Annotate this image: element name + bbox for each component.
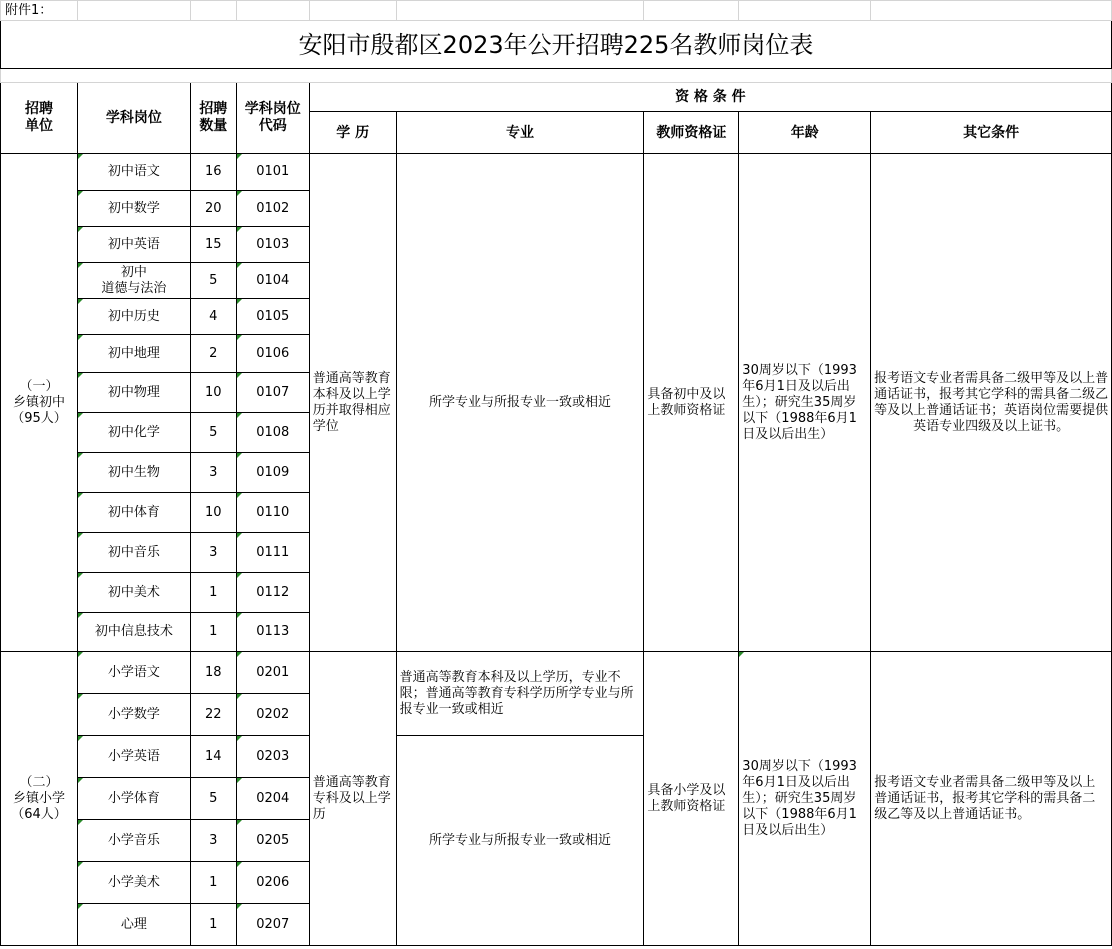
- code-cell[interactable]: 0207: [236, 904, 309, 946]
- header-education[interactable]: 学 历: [309, 112, 396, 154]
- code-cell[interactable]: 0103: [236, 227, 309, 263]
- code-cell[interactable]: 0109: [236, 453, 309, 493]
- count-cell[interactable]: 10: [190, 373, 236, 413]
- header-code[interactable]: 学科岗位 代码: [236, 83, 309, 154]
- header-age[interactable]: 年龄: [739, 112, 871, 154]
- subject-cell[interactable]: 小学音乐: [77, 820, 190, 862]
- count-cell[interactable]: 18: [190, 652, 236, 694]
- count-cell[interactable]: 3: [190, 533, 236, 573]
- header-certificate[interactable]: 教师资格证: [644, 112, 739, 154]
- subject-cell[interactable]: 小学语文: [77, 652, 190, 694]
- count-cell[interactable]: 15: [190, 227, 236, 263]
- header-qualifications[interactable]: 资 格 条 件: [309, 83, 1111, 112]
- major-cell[interactable]: 普通高等教育本科及以上学历，专业不限；普通高等教育专科学历所学专业与所报专业一致或相近: [396, 652, 644, 736]
- code-cell[interactable]: 0205: [236, 820, 309, 862]
- code-cell[interactable]: 0204: [236, 778, 309, 820]
- major-cell[interactable]: 所学专业与所报专业一致或相近: [396, 736, 644, 946]
- count-cell[interactable]: 1: [190, 613, 236, 652]
- header-subject[interactable]: 学科岗位: [77, 83, 190, 154]
- count-cell[interactable]: 4: [190, 299, 236, 335]
- code-cell[interactable]: 0104: [236, 263, 309, 299]
- count-cell[interactable]: 1: [190, 904, 236, 946]
- other-cell[interactable]: 报考语文专业者需具备二级甲等及以上普通话证书，报考其它学科的需具备二级乙等及以上普通话证书。: [871, 652, 1112, 946]
- count-cell[interactable]: 22: [190, 694, 236, 736]
- count-cell[interactable]: 20: [190, 191, 236, 227]
- subject-cell[interactable]: 初中生物: [77, 453, 190, 493]
- code-cell[interactable]: 0201: [236, 652, 309, 694]
- subject-cell[interactable]: 初中音乐: [77, 533, 190, 573]
- subject-cell[interactable]: 初中化学: [77, 413, 190, 453]
- subject-cell[interactable]: 初中 道德与法治: [77, 263, 190, 299]
- header-count[interactable]: 招聘 数量: [190, 83, 236, 154]
- major-cell[interactable]: 所学专业与所报专业一致或相近: [396, 154, 644, 652]
- subject-cell[interactable]: 小学美术: [77, 862, 190, 904]
- subject-cell[interactable]: 初中语文: [77, 154, 190, 191]
- subject-cell[interactable]: 初中美术: [77, 573, 190, 613]
- count-cell[interactable]: 2: [190, 335, 236, 373]
- code-cell[interactable]: 0202: [236, 694, 309, 736]
- certificate-cell[interactable]: 具备小学及以上教师资格证: [644, 652, 739, 946]
- header-other[interactable]: 其它条件: [871, 112, 1112, 154]
- header-major[interactable]: 专业: [396, 112, 644, 154]
- code-cell[interactable]: 0203: [236, 736, 309, 778]
- attachment-label[interactable]: 附件1：: [1, 1, 78, 21]
- count-cell[interactable]: 1: [190, 862, 236, 904]
- subject-cell[interactable]: 初中物理: [77, 373, 190, 413]
- code-cell[interactable]: 0107: [236, 373, 309, 413]
- count-cell[interactable]: 16: [190, 154, 236, 191]
- subject-cell[interactable]: 初中英语: [77, 227, 190, 263]
- count-cell[interactable]: 14: [190, 736, 236, 778]
- certificate-cell[interactable]: 具备初中及以上教师资格证: [644, 154, 739, 652]
- code-cell[interactable]: 0106: [236, 335, 309, 373]
- other-cell[interactable]: 报考语文专业者需具备二级甲等及以上普通话证书，报考其它学科的需具备二级乙等及以上普通话证书；英语岗位需要提供英语专业四级及以上证书。: [871, 154, 1112, 652]
- unit-cell[interactable]: （一） 乡镇初中 （95人）: [1, 154, 78, 652]
- subject-cell[interactable]: 初中地理: [77, 335, 190, 373]
- age-cell[interactable]: 30周岁以下（1993年6月1日及以后出生）；研究生35周岁以下（1988年6月1日及以后出生）: [739, 652, 871, 946]
- table-row: [1, 154, 1112, 191]
- code-cell[interactable]: 0105: [236, 299, 309, 335]
- age-cell[interactable]: 30周岁以下（1993年6月1日及以后出生）；研究生35周岁以下（1988年6月1日及以后出生）: [739, 154, 871, 652]
- subject-cell[interactable]: 小学英语: [77, 736, 190, 778]
- education-cell[interactable]: 普通高等教育本科及以上学历并取得相应学位: [309, 154, 396, 652]
- page-title[interactable]: 安阳市殷都区2023年公开招聘225名教师岗位表: [1, 21, 1112, 69]
- count-cell[interactable]: 5: [190, 778, 236, 820]
- table-row: [1, 652, 1112, 694]
- code-cell[interactable]: 0102: [236, 191, 309, 227]
- code-cell[interactable]: 0101: [236, 154, 309, 191]
- count-cell[interactable]: 5: [190, 263, 236, 299]
- subject-cell[interactable]: 初中信息技术: [77, 613, 190, 652]
- subject-cell[interactable]: 小学数学: [77, 694, 190, 736]
- header-unit[interactable]: 招聘 单位: [1, 83, 78, 154]
- code-cell[interactable]: 0108: [236, 413, 309, 453]
- code-cell[interactable]: 0113: [236, 613, 309, 652]
- count-cell[interactable]: 3: [190, 820, 236, 862]
- subject-cell[interactable]: 初中体育: [77, 493, 190, 533]
- subject-cell[interactable]: 小学体育: [77, 778, 190, 820]
- subject-cell[interactable]: 心理: [77, 904, 190, 946]
- count-cell[interactable]: 5: [190, 413, 236, 453]
- code-cell[interactable]: 0110: [236, 493, 309, 533]
- subject-cell[interactable]: 初中历史: [77, 299, 190, 335]
- count-cell[interactable]: 10: [190, 493, 236, 533]
- code-cell[interactable]: 0206: [236, 862, 309, 904]
- subject-cell[interactable]: 初中数学: [77, 191, 190, 227]
- education-cell[interactable]: 普通高等教育专科及以上学历: [309, 652, 396, 946]
- code-cell[interactable]: 0111: [236, 533, 309, 573]
- count-cell[interactable]: 3: [190, 453, 236, 493]
- count-cell[interactable]: 1: [190, 573, 236, 613]
- code-cell[interactable]: 0112: [236, 573, 309, 613]
- unit-cell[interactable]: （二） 乡镇小学 （64人）: [1, 652, 78, 946]
